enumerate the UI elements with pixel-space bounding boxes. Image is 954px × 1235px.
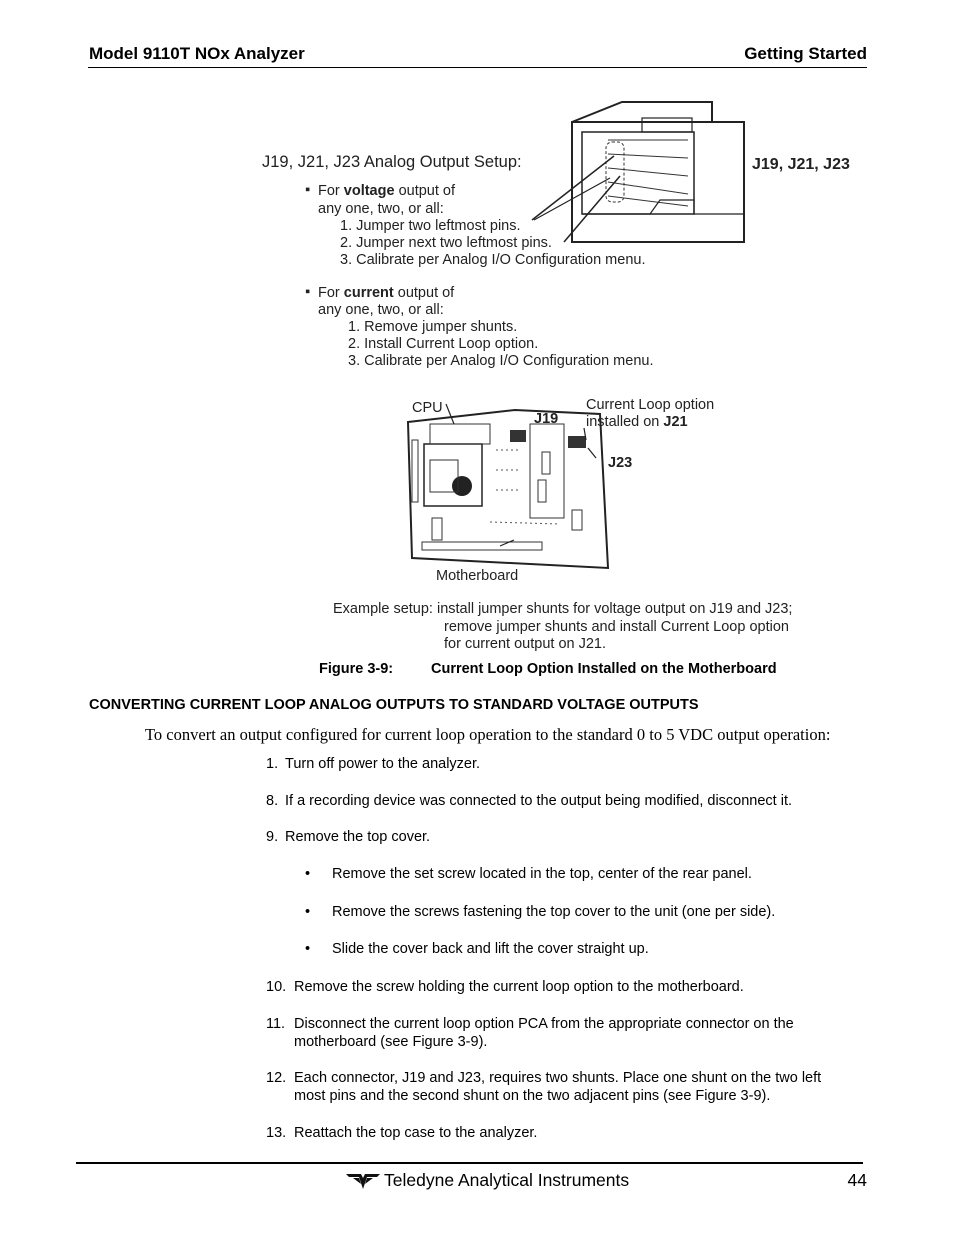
current-step: 2. Install Current Loop option. — [348, 336, 539, 352]
page-number: 44 — [847, 1170, 867, 1190]
header-rule — [88, 67, 867, 68]
option-label-line2: installed on J21 — [586, 414, 688, 430]
cpu-label: CPU — [412, 400, 443, 416]
example-line2: remove jumper shunts and install Current Loop option — [444, 619, 789, 635]
j23-label: J23 — [608, 455, 633, 471]
current-line2: any one, two, or all: — [318, 302, 444, 318]
header-title: Model 9110T NOx Analyzer — [89, 44, 305, 63]
current-step: 1. Remove jumper shunts. — [348, 319, 518, 335]
voltage-line1: For voltage output of — [318, 183, 456, 199]
connector-drawing — [520, 96, 760, 246]
motherboard-label: Motherboard — [436, 568, 519, 584]
voltage-bullet-mark: ▪ — [305, 182, 311, 198]
example-line3: for current output on J21. — [444, 636, 607, 652]
figure-title: J19, J21, J23 Analog Output Setup: — [262, 153, 522, 171]
header-section: Getting Started — [744, 44, 867, 63]
option-label-line1: Current Loop option — [586, 397, 715, 413]
voltage-step: 3. Calibrate per Analog I/O Configuration menu. — [340, 252, 646, 268]
figure-caption-number: Figure 3-9: — [319, 661, 394, 677]
example-line1: Example setup: install jumper shunts for voltage output on J19 and J23; — [333, 601, 793, 617]
section-heading: CONVERTING CURRENT LOOP ANALOG OUTPUTS TO STANDARD VOLTAGE OUTPUTS — [89, 697, 699, 713]
j19-label: J19 — [534, 411, 559, 427]
voltage-step: 2. Jumper next two leftmost pins. — [340, 235, 552, 251]
teledyne-logo-icon — [346, 1172, 380, 1190]
footer-rule — [76, 1162, 863, 1164]
current-bullet-mark: ▪ — [305, 284, 311, 300]
voltage-step: 1. Jumper two leftmost pins. — [340, 218, 521, 234]
voltage-line2: any one, two, or all: — [318, 201, 444, 217]
current-step: 3. Calibrate per Analog I/O Configuration menu. — [348, 353, 654, 369]
connector-label: J19, J21, J23 — [752, 156, 850, 173]
figure-caption-text: Current Loop Option Installed on the Motherboard — [431, 661, 777, 677]
footer-company: Teledyne Analytical Instruments — [384, 1170, 630, 1190]
intro-paragraph: To convert an output configured for current loop operation to the standard 0 to 5 VDC output operation: — [145, 725, 831, 744]
current-line1: For current output of — [318, 285, 455, 301]
